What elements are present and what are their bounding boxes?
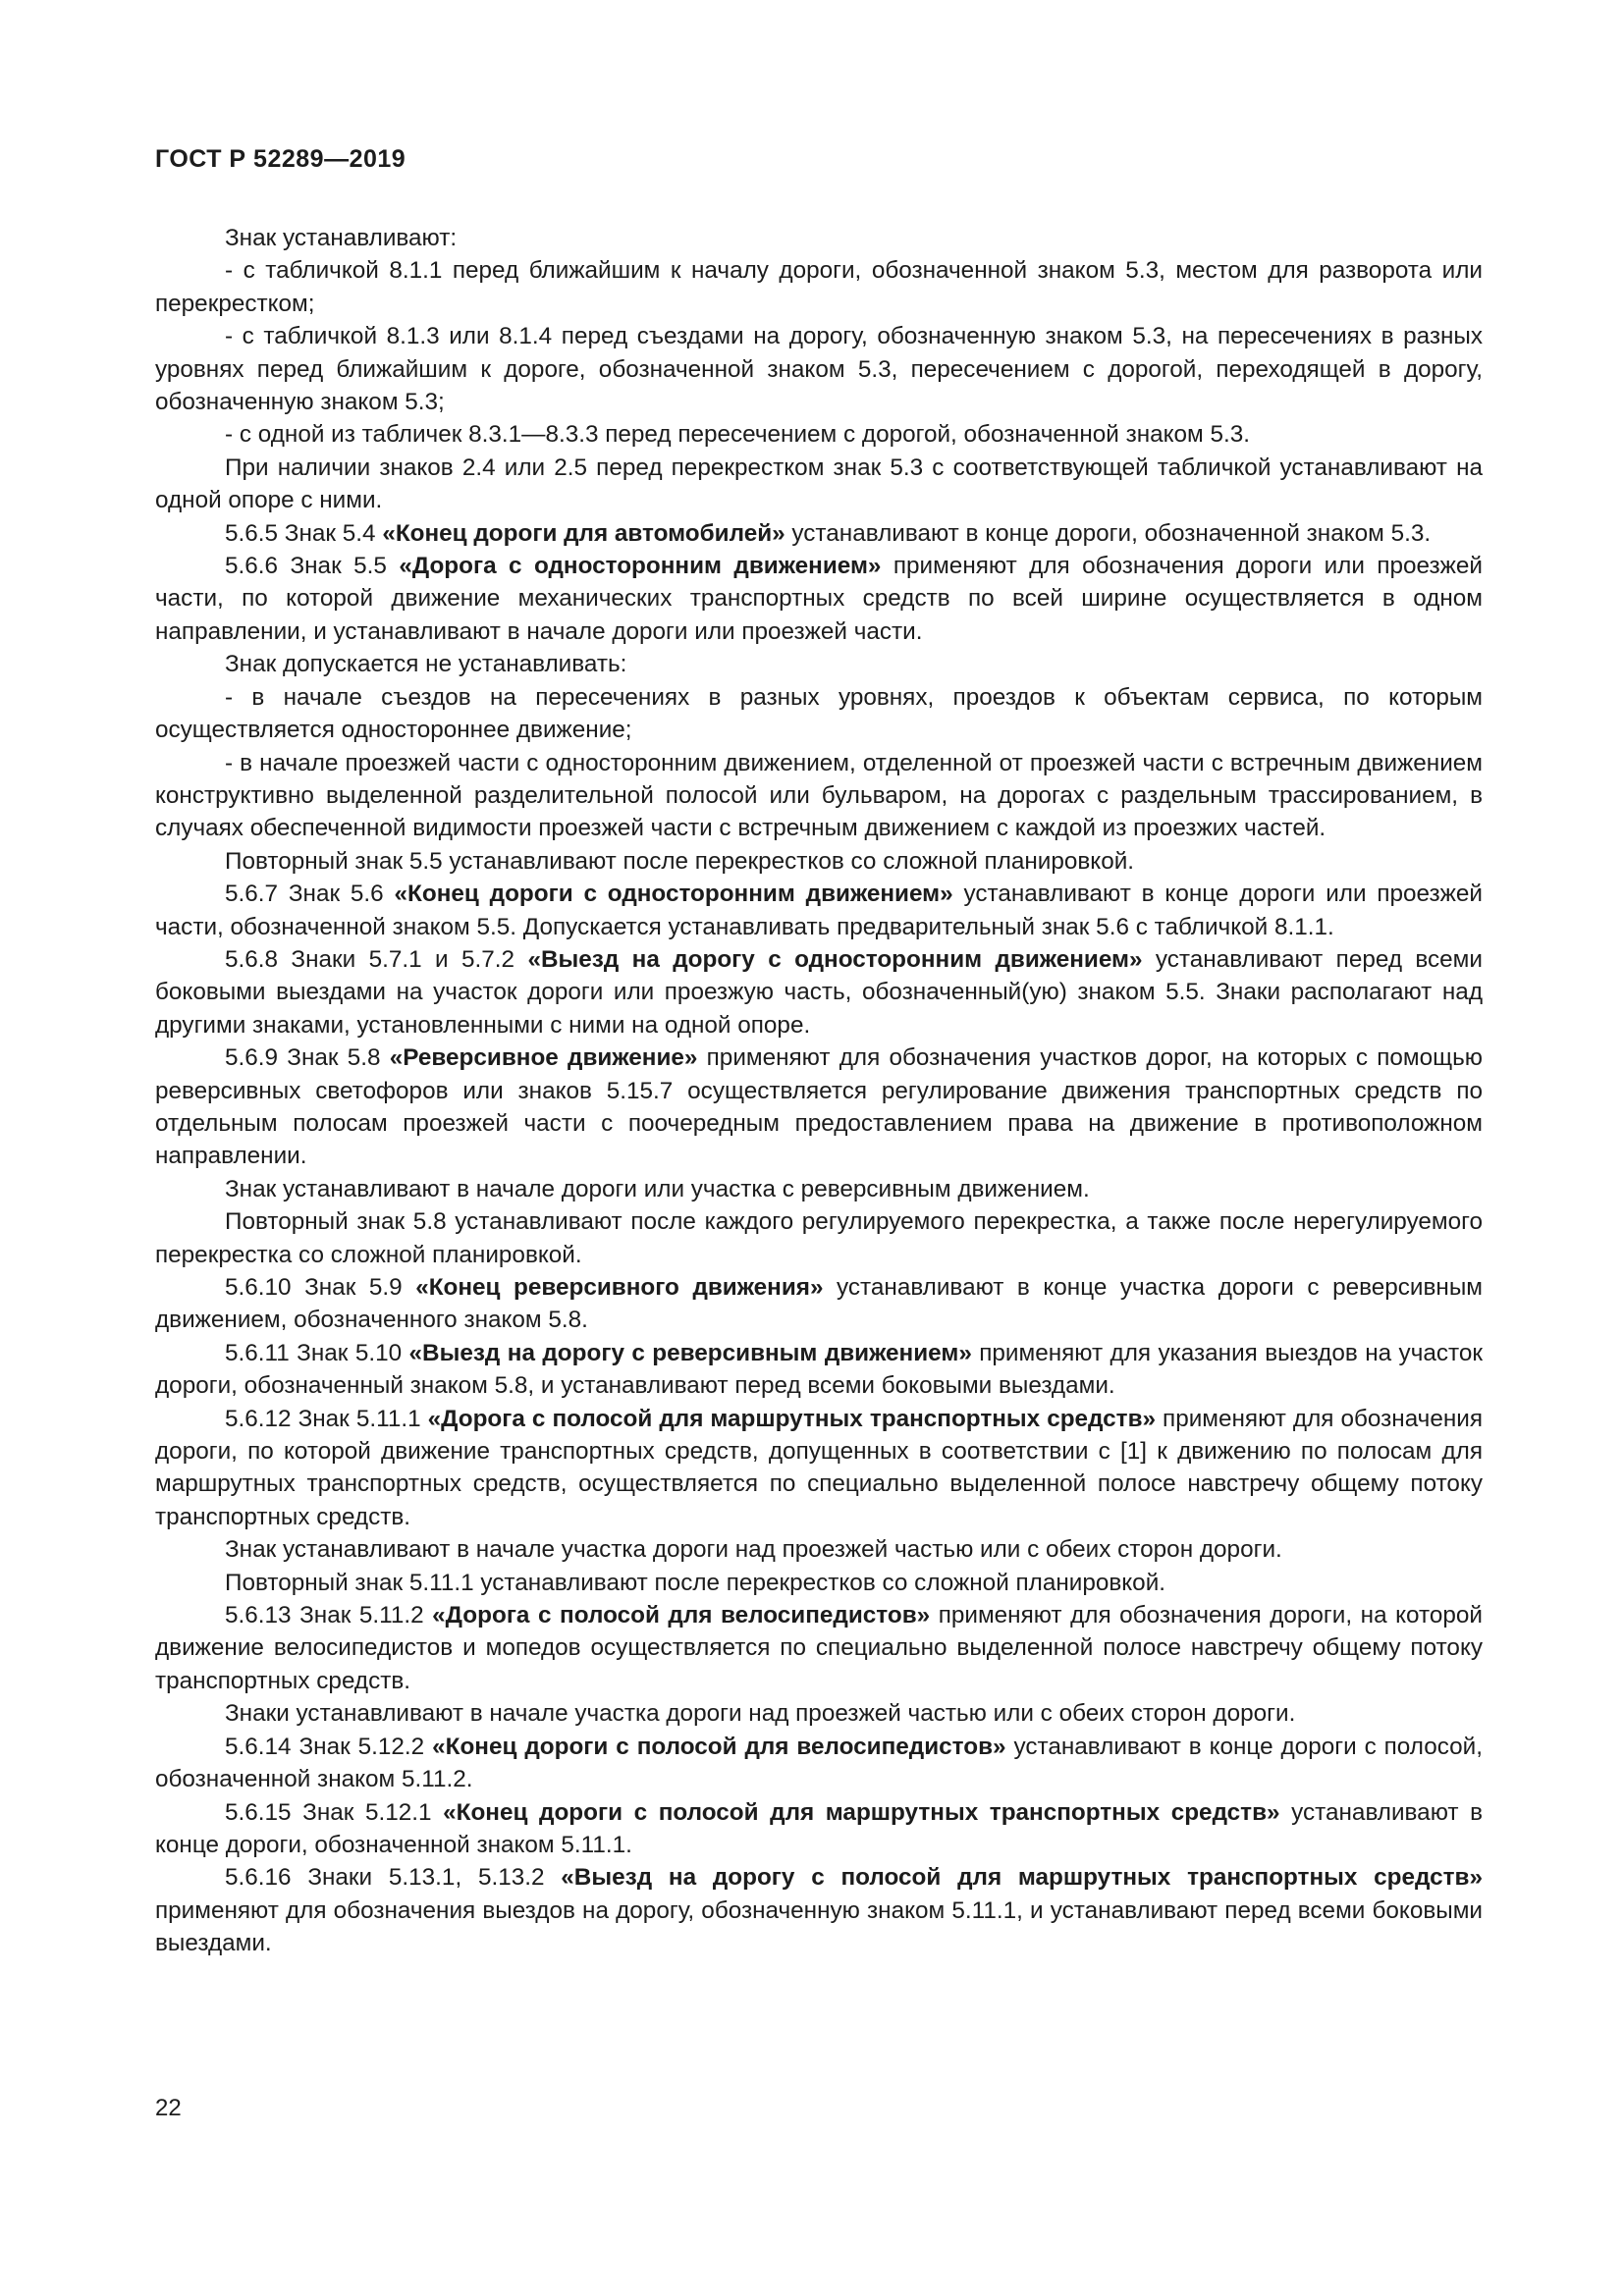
paragraph: [155, 1271, 1483, 1337]
paragraph: [155, 1403, 1483, 1534]
paragraph-text: Повторный знак 5.8 устанавливают после каждого регулируемого перекрестка, а также после нерегулируемого перекрестка со сложной планировкой.: [155, 1208, 1483, 1268]
sign-name: «Дорога с полосой для маршрутных транспортных средств»: [427, 1405, 1157, 1432]
paragraph-text: Знаки устанавливают в начале участка дороги над проезжей частью или с обеих сторон дороги.: [225, 1700, 1296, 1728]
sign-name: «Конец дороги с полосой для велосипедистов»: [432, 1733, 1006, 1760]
paragraph-text: 5.6.12 Знак 5.11.1: [225, 1405, 428, 1432]
paragraph-text: устанавливают в конце дороги или проезжей части, обозначенной знаком 5.5. Допускается устанавливать предварительный знак 5.6 с табличкой 8.1.1.: [155, 881, 1483, 940]
paragraph-text: применяют для обозначения дороги или проезжей части, по которой движение механических транспортных средств по всей ширине осуществляется в одном направлении, и устанавливают в начале дороги или проезжей части.: [155, 553, 1483, 645]
paragraph-text: 5.6.6 Знак 5.5: [225, 553, 400, 580]
paragraph: [155, 452, 1483, 517]
paragraph-text: 5.6.13 Знак 5.11.2: [225, 1602, 433, 1629]
paragraph-text: применяют для обозначения выездов на дорогу, обозначенную знаком 5.11.1, и устанавливают перед всеми боковыми выездами.: [155, 1896, 1483, 1957]
paragraph: [155, 1861, 1483, 1959]
paragraph-text: Знак устанавливают в начале дороги или участка с реверсивным движением.: [225, 1175, 1090, 1202]
paragraph-text: 5.6.11 Знак 5.10: [225, 1339, 409, 1366]
paragraph: [155, 1567, 1483, 1599]
paragraph: [155, 222, 1483, 254]
sign-name: «Выезд на дорогу с односторонним движением»: [527, 945, 1143, 973]
paragraph-text: 5.6.9 Знак 5.8: [225, 1044, 390, 1072]
paragraph: [155, 747, 1483, 845]
sign-name: «Конец дороги с полосой для маршрутных транспортных средств»: [443, 1798, 1280, 1826]
paragraph: [155, 878, 1483, 943]
paragraph: [155, 418, 1483, 451]
paragraph-text: 5.6.7 Знак 5.6: [225, 881, 395, 908]
paragraph: [155, 1205, 1483, 1271]
paragraph-text: - с табличкой 8.1.3 или 8.1.4 перед съездами на дорогу, обозначенную знаком 5.3, на пересечениях в разных уровнях перед ближайшим к дороге, обозначенной знаком 5.3, пересечением с дорогой, переходящей в дорогу, обозначенную знаком 5.3;: [155, 323, 1483, 416]
paragraph-text: устанавливают перед всеми боковыми выездами на участок дороги или проезжую часть, обозначенный(ую) знаком 5.5. Знаки располагают над другими знаками, установленными с ними на одной опоре.: [155, 945, 1483, 1039]
paragraph: [155, 1599, 1483, 1697]
paragraph-text: применяют для обозначения дороги, на которой движение велосипедистов и мопедов осуществляется по специально выделенной полосе навстречу общему потоку транспортных средств.: [155, 1602, 1483, 1694]
paragraph-text: При наличии знаков 2.4 или 2.5 перед перекрестком знак 5.3 с соответствующей табличкой устанавливают на одной опоре с ними.: [155, 454, 1483, 514]
sign-name: «Конец реверсивного движения»: [415, 1274, 824, 1301]
paragraph-text: 5.6.16 Знаки 5.13.1, 5.13.2: [225, 1864, 562, 1892]
sign-name: «Выезд на дорогу с реверсивным движением»: [408, 1339, 972, 1366]
paragraph: [155, 1697, 1483, 1730]
paragraph-text: устанавливают в конце участка дороги с реверсивным движением, обозначенного знаком 5.8.: [155, 1274, 1483, 1334]
paragraph-text: применяют для обозначения участков дорог, на которых с помощью реверсивных светофоров или знаков 5.15.7 осуществляется регулирование движения транспортных средств по отдельным полосам проезжей части с поочередным предоставлением права на движение в противоположном направлении.: [155, 1044, 1483, 1170]
paragraph-text: - с табличкой 8.1.1 перед ближайшим к началу дороги, обозначенной знаком 5.3, местом для разворота или перекрестком;: [155, 257, 1483, 317]
paragraph-text: 5.6.8 Знаки 5.7.1 и 5.7.2: [225, 945, 528, 973]
paragraph-text: устанавливают в конце дороги, обозначенной знаком 5.11.1.: [155, 1798, 1484, 1858]
paragraph: [155, 1796, 1483, 1862]
sign-name: «Конец дороги с односторонним движением»: [394, 881, 953, 908]
paragraph-text: Знак допускается не устанавливать:: [225, 651, 627, 678]
paragraph-text: - в начале съездов на пересечениях в разных уровнях, проездов к объектам сервиса, по которым осуществляется одностороннее движение;: [155, 683, 1483, 744]
paragraph: [155, 1337, 1483, 1403]
paragraph: [155, 320, 1483, 418]
paragraph: [155, 517, 1483, 550]
paragraph-text: устанавливают в конце дороги с полосой, обозначенной знаком 5.11.2.: [155, 1733, 1483, 1793]
paragraph-text: 5.6.15 Знак 5.12.1: [225, 1798, 444, 1826]
sign-name: «Реверсивное движение»: [389, 1044, 698, 1072]
sign-name: «Дорога с односторонним движением»: [399, 553, 882, 580]
paragraph: [155, 254, 1483, 320]
paragraph: [155, 648, 1483, 680]
paragraph: [155, 1731, 1483, 1796]
document-header: ГОСТ Р 52289—2019: [155, 145, 406, 173]
paragraph: [155, 1533, 1483, 1566]
sign-name: «Выезд на дорогу с полосой для маршрутных транспортных средств»: [561, 1864, 1483, 1892]
paragraph: [155, 1041, 1483, 1173]
page-number: 22: [155, 2095, 182, 2121]
paragraph: [155, 550, 1483, 648]
paragraph: [155, 681, 1483, 747]
paragraph-text: Повторный знак 5.11.1 устанавливают после перекрестков со сложной планировкой.: [225, 1569, 1166, 1596]
paragraph-text: применяют для обозначения дороги, по которой движение транспортных средств, допущенных в соответствии с [1] к движению по полосам для маршрутных транспортных средств, осуществляется по специально выделенной полосе навстречу общему потоку транспортных средств.: [155, 1405, 1483, 1530]
paragraph-text: 5.6.10 Знак 5.9: [225, 1274, 416, 1301]
paragraph-text: Знак устанавливают:: [225, 225, 458, 251]
sign-name: «Дорога с полосой для велосипедистов»: [432, 1602, 931, 1629]
paragraph-text: Знак устанавливают в начале участка дороги над проезжей частью или с обеих сторон дороги.: [225, 1536, 1282, 1564]
paragraph-text: 5.6.14 Знак 5.12.2: [225, 1733, 433, 1760]
paragraph-text: - в начале проезжей части с односторонним движением, отделенной от проезжей части с встречным движением конструктивно выделенной разделительной полосой или бульваром, на дорогах с раздельным трассированием, в случаях обеспеченной видимости проезжей части с встречным движением с каждой из проезжих частей.: [155, 749, 1483, 842]
document-body: [155, 222, 1483, 1960]
paragraph-text: применяют для указания выездов на участок дороги, обозначенный знаком 5.8, и устанавливают перед всеми боковыми выездами.: [155, 1339, 1484, 1400]
sign-name: «Конец дороги для автомобилей»: [382, 519, 785, 547]
paragraph-text: Повторный знак 5.5 устанавливают после перекрестков со сложной планировкой.: [225, 847, 1135, 875]
paragraph: [155, 1173, 1483, 1205]
paragraph: [155, 943, 1483, 1041]
paragraph-text: 5.6.5 Знак 5.4: [225, 519, 383, 547]
paragraph-text: - с одной из табличек 8.3.1—8.3.3 перед пересечением с дорогой, обозначенной знаком 5.3.: [225, 421, 1251, 449]
paragraph-text: устанавливают в конце дороги, обозначенной знаком 5.3.: [785, 519, 1432, 547]
paragraph: [155, 845, 1483, 878]
